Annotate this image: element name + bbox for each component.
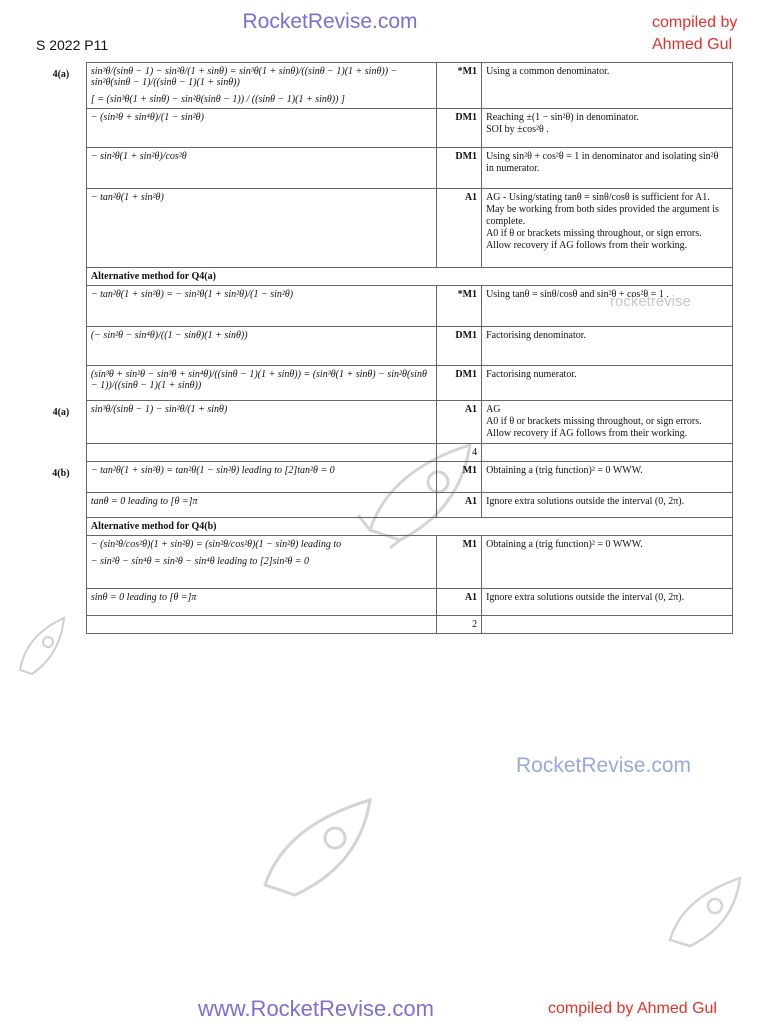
table-row xyxy=(36,148,733,189)
table-row xyxy=(36,401,733,444)
guidance-cell: AG A0 if θ or brackets missing throughout, or sign errors. Allow recovery if AG follows from their working. xyxy=(482,401,733,444)
table-row xyxy=(36,327,733,366)
total-marks: 2 xyxy=(437,616,482,634)
question-label: 4(a) xyxy=(52,68,70,80)
answer-cell: − (sin²θ/cos²θ)(1 + sin²θ) = (sin²θ/cos²θ)(1 − sin²θ) leading to − sin²θ − sin⁴θ = sin²θ − sin⁴θ leading to [2]sin²θ = 0 xyxy=(86,536,436,589)
alt-method-title: Alternative method for Q4(b) xyxy=(86,518,732,536)
rocket-watermark-icon-3 xyxy=(660,870,750,950)
question-label: 4(b) xyxy=(52,467,70,479)
mark-cell: A1 xyxy=(437,493,482,518)
answer-cell: (sin³θ + sin²θ − sin³θ + sin⁴θ)/((sinθ − 1)(1 + sinθ)) = (sin³θ(1 + sinθ) − sin²θ(sinθ − 1))/((sinθ − 1)(1 + sinθ)) xyxy=(86,366,436,401)
mark-cell: DM1 xyxy=(437,327,482,366)
compiled-by-author: Ahmed Gul xyxy=(652,36,733,53)
table-row xyxy=(36,444,733,462)
answer-cell: − tan²θ(1 + sin²θ) = tan²θ(1 − sin²θ) leading to [2]tan²θ = 0 xyxy=(86,462,436,493)
mark-cell: DM1 xyxy=(437,148,482,189)
guidance-cell: Reaching ±(1 − sin²θ) in denominator. SOI by ±cos²θ . xyxy=(482,109,733,148)
table-row xyxy=(36,589,733,616)
table-row xyxy=(36,63,733,109)
compiled-by-label: compiled by xyxy=(652,14,738,31)
answer-cell: − tan²θ(1 + sin²θ) = − sin²θ(1 + sin²θ)/(1 − sin²θ) xyxy=(86,286,436,327)
mark-scheme-table xyxy=(36,62,733,634)
header-compiled-by xyxy=(652,12,737,56)
answer-cell: − tan²θ(1 + sin²θ) xyxy=(86,189,436,268)
paper-session: S 2022 P11 xyxy=(36,37,109,53)
table-row xyxy=(36,616,733,634)
mark-cell: A1 xyxy=(437,589,482,616)
mark-cell: M1 xyxy=(437,536,482,589)
table-row xyxy=(36,109,733,148)
table-row xyxy=(36,268,733,286)
guidance-cell: Factorising numerator. xyxy=(482,366,733,401)
footer-url[interactable]: www.RocketRevise.com xyxy=(198,996,434,1021)
question-label: 4(a) xyxy=(52,406,70,418)
answer-cell: sin³θ/(sinθ − 1) − sin²θ/(1 + sinθ) = sin³θ(1 + sinθ)/((sinθ − 1)(1 + sinθ)) − sin²θ(sinθ − 1)/((sinθ − 1)(1 + sinθ)) [ = (sin³θ(1 + sinθ) − sin²θ(sinθ − 1)) / ((sinθ − 1)(1 + sinθ)) ] xyxy=(86,63,436,109)
guidance-cell: Using sin²θ + cos²θ = 1 in denominator and isolating sin²θ in numerator. xyxy=(482,148,733,189)
answer-cell: sinθ = 0 leading to [θ =]π xyxy=(86,589,436,616)
table-row xyxy=(36,518,733,536)
table-row xyxy=(36,189,733,268)
mark-cell: DM1 xyxy=(437,109,482,148)
rocketrevise-watermark-text: rocketrevise xyxy=(610,293,691,310)
guidance-cell: Using a common denominator. xyxy=(482,63,733,109)
guidance-cell: Factorising denominator. xyxy=(482,327,733,366)
table-row xyxy=(36,286,733,327)
answer-cell: tanθ = 0 leading to [θ =]π xyxy=(86,493,436,518)
guidance-cell: Using tanθ = sinθ/cosθ and sin²θ + cos²θ = 1 . xyxy=(482,286,733,327)
table-row xyxy=(36,462,733,493)
rocket-watermark-icon-2 xyxy=(250,790,400,900)
total-marks: 4 xyxy=(437,444,482,462)
guidance-cell: Ignore extra solutions outside the interval (0, 2π). xyxy=(482,589,733,616)
guidance-cell: AG - Using/stating tanθ = sinθ/cosθ is sufficient for A1. May be working from both sides provided the argument is complete. A0 if θ or brackets missing throughout, or sign errors. Allow recovery if AG follows from their working. xyxy=(482,189,733,268)
answer-cell: − (sin²θ + sin⁴θ)/(1 − sin²θ) xyxy=(86,109,436,148)
answer-cell: (− sin²θ − sin⁴θ)/((1 − sinθ)(1 + sinθ)) xyxy=(86,327,436,366)
mid-brand: RocketRevise.com xyxy=(516,754,692,777)
mark-cell: *M1 xyxy=(437,286,482,327)
table-row xyxy=(36,366,733,401)
header-brand: RocketRevise.com xyxy=(242,10,418,33)
table-row xyxy=(36,536,733,589)
mark-cell: A1 xyxy=(437,189,482,268)
guidance-cell: Obtaining a (trig function)² = 0 WWW. xyxy=(482,462,733,493)
footer-compiled-by: compiled by Ahmed Gul xyxy=(548,1000,717,1017)
alt-method-title: Alternative method for Q4(a) xyxy=(86,268,732,286)
guidance-cell: Obtaining a (trig function)² = 0 WWW. xyxy=(482,536,733,589)
answer-cell: − sin²θ(1 + sin²θ)/cos²θ xyxy=(86,148,436,189)
guidance-cell: Ignore extra solutions outside the interval (0, 2π). xyxy=(482,493,733,518)
table-row xyxy=(36,493,733,518)
mark-cell: A1 xyxy=(437,401,482,444)
mark-cell: M1 xyxy=(437,462,482,493)
mark-cell: DM1 xyxy=(437,366,482,401)
answer-cell: sin³θ/(sinθ − 1) − sin²θ/(1 + sinθ) xyxy=(86,401,436,444)
mark-cell: *M1 xyxy=(437,63,482,109)
